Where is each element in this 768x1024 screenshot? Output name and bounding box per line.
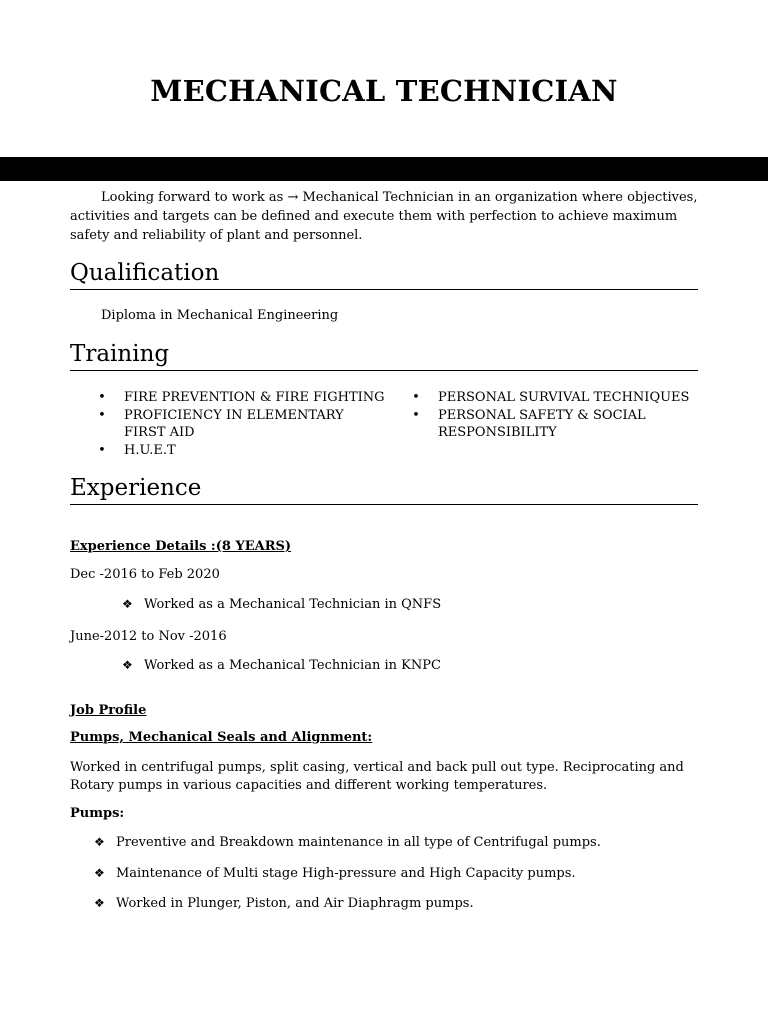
training-item (96, 407, 386, 442)
diamond-bullet-icon: ❖ (94, 866, 105, 880)
training-item-label: PROFICIENCY IN ELEMENTARY FIRST AID (124, 407, 344, 440)
training-item-label: H.U.E.T (124, 442, 176, 458)
experience-role (122, 595, 441, 614)
bullet-icon: • (98, 390, 106, 405)
pumps-item (94, 833, 601, 852)
diamond-bullet-icon: ❖ (94, 835, 105, 849)
experience-period: Dec -2016 to Feb 2020 (70, 567, 220, 582)
objective-paragraph: Looking forward to work as → Mechanical Technician in an organization where objectives, activities and targets can be defined and execute them with perfection to achieve maximum safety and reliability of plant and personnel. (70, 190, 698, 243)
training-item (410, 389, 700, 407)
training-item-label: PERSONAL SAFETY & SOCIAL RESPONSIBILITY (438, 407, 646, 440)
job-profile-paragraph: Worked in centrifugal pumps, split casing, vertical and back pull out type. Reciprocating and Rotary pumps in various capacities and different working temperatures. (70, 760, 684, 793)
pumps-item-label: Worked in Plunger, Piston, and Air Diaphragm pumps. (116, 896, 474, 911)
bullet-icon: • (98, 407, 106, 423)
bullet-icon: • (412, 390, 420, 405)
training-heading: Training (70, 340, 698, 371)
pumps-item-label: Preventive and Breakdown maintenance in all type of Centrifugal pumps. (116, 835, 601, 850)
pumps-item-label: Maintenance of Multi stage High-pressure and High Capacity pumps. (116, 866, 576, 881)
training-item (410, 407, 700, 442)
experience-details-label: Experience Details :(8 YEARS) (70, 539, 292, 554)
experience-role-label: Worked as a Mechanical Technician in KNPC (144, 658, 441, 673)
pumps-item (94, 864, 576, 883)
header-divider-bar (0, 157, 768, 181)
diamond-bullet-icon: ❖ (122, 597, 133, 611)
bullet-icon: • (98, 442, 106, 458)
training-item-label: FIRE PREVENTION & FIRE FIGHTING (124, 390, 385, 405)
resume-title: MECHANICAL TECHNICIAN (150, 74, 618, 108)
training-item-label: PERSONAL SURVIVAL TECHNIQUES (438, 390, 690, 405)
training-list-right (410, 389, 700, 442)
experience-heading: Experience (70, 474, 698, 505)
experience-role (122, 656, 441, 675)
qualification-heading: Qualification (70, 259, 698, 290)
experience-role-label: Worked as a Mechanical Technician in QNFS (144, 597, 442, 612)
bullet-icon: • (412, 407, 420, 423)
training-item (96, 389, 386, 407)
qualification-text: Diploma in Mechanical Engineering (101, 308, 339, 323)
pumps-item (94, 894, 474, 913)
training-item (96, 442, 386, 460)
diamond-bullet-icon: ❖ (94, 896, 105, 910)
job-profile-label: Job Profile (70, 703, 147, 718)
diamond-bullet-icon: ❖ (122, 658, 133, 672)
job-profile-subheading: Pumps, Mechanical Seals and Alignment: (70, 730, 373, 745)
experience-period: June-2012 to Nov -2016 (70, 629, 227, 644)
pumps-label: Pumps: (70, 806, 125, 821)
training-list-left (96, 389, 386, 459)
